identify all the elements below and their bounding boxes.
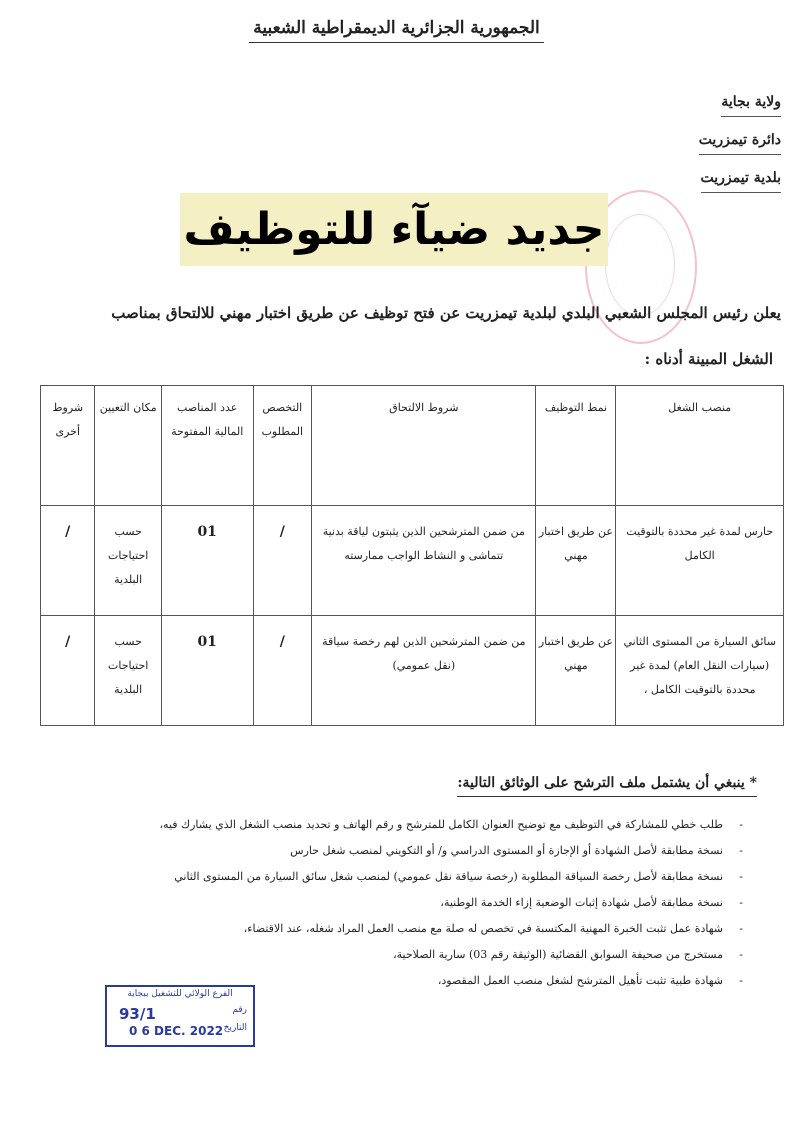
cell-count: 01	[161, 616, 253, 726]
stamp-date-value: 0 6 DEC. 2022	[129, 1024, 224, 1038]
cell-mode: عن طريق اختبار مهني	[536, 616, 616, 726]
cell-specialty: /	[253, 616, 312, 726]
stamp-date-label: التاريخ	[223, 1023, 247, 1033]
announcement-intro	[41, 290, 781, 382]
cell-post: سائق السيارة من المستوى الثاني (سيارات النقل العام) لمدة غير محددة بالتوقيت الكامل ،	[616, 616, 784, 726]
admin-block	[581, 92, 781, 206]
daira-line: دائرة تيمزريت	[581, 130, 781, 168]
list-item: - نسخة مطابقة لأصل رخصة السياقة المطلوبة (رخصة سياقة نقل عمومي) لمنصب شغل سائق السيارة من المستوى الثاني	[103, 864, 723, 890]
commune-line: بلدية تيمزريت	[581, 168, 781, 206]
cell-location: حسب احتياجات البلدية	[95, 616, 161, 726]
jobs-table	[40, 385, 784, 726]
table-row	[41, 506, 784, 616]
documents-list	[103, 812, 723, 994]
list-item: - شهادة عمل تثبت الخبرة المهنية المكتسبة في تخصص له صلة مع منصب العمل المراد شغله، عند الاقتضاء،	[103, 916, 723, 942]
cell-conditions: من ضمن المترشحين الذين لهم رخصة سياقة (نقل عمومي)	[312, 616, 536, 726]
cell-mode: عن طريق اختبار مهني	[536, 506, 616, 616]
header-location: مكان التعيين	[95, 386, 161, 506]
cell-conditions: من ضمن المترشحين الذين يثبتون لياقة بدنية تتماشى و النشاط الواجب ممارسته	[312, 506, 536, 616]
intro-line-2: الشغل المبينة أدناه :	[644, 350, 773, 368]
cell-post: حارس لمدة غير محددة بالتوقيت الكامل	[616, 506, 784, 616]
table-header-row	[41, 386, 784, 506]
cell-other: /	[41, 616, 95, 726]
intro-line-1: يعلن رئيس المجلس الشعبي البلدي لبلدية تيمزريت عن فتح توظيف عن طريق اختبار مهني للالتحاق بمناصب	[111, 304, 781, 322]
header-count: عدد المناصب المالية المفتوحة	[161, 386, 253, 506]
recruitment-banner: جديد ضيآء للتوظيف	[180, 193, 608, 266]
cell-count: 01	[161, 506, 253, 616]
list-item: - مستخرج من صحيفة السوابق القضائية (الوثيقة رقم 03) سارية الصلاحية،	[103, 942, 723, 968]
documents-title: * ينبغي أن يشتمل ملف الترشح على الوثائق التالية:	[457, 775, 757, 791]
header-specialty: التخصص المطلوب	[253, 386, 312, 506]
table-row	[41, 616, 784, 726]
list-item: - طلب خطي للمشاركة في التوظيف مع توضيح العنوان الكامل للمترشح و رقم الهاتف و تحديد منصب الشغل الذي يشارك فيه،	[103, 812, 723, 838]
header-mode: نمط التوظيف	[536, 386, 616, 506]
cell-specialty: /	[253, 506, 312, 616]
list-item: - نسخة مطابقة لأصل الشهادة أو الإجازة أو المستوى الدراسي و/ أو التكويني لمنصب شغل حارس	[103, 838, 723, 864]
stamp-header: الفرع الولائي للتشغيل ببجاية	[127, 989, 233, 999]
list-item: - نسخة مطابقة لأصل شهادة إثبات الوضعية إزاء الخدمة الوطنية،	[103, 890, 723, 916]
registration-stamp	[105, 985, 255, 1047]
stamp-number-value: 93/1	[119, 1005, 156, 1023]
cell-location: حسب احتياجات البلدية	[95, 506, 161, 616]
header-other: شروط أخرى	[41, 386, 95, 506]
cell-other: /	[41, 506, 95, 616]
header-post: منصب الشغل	[616, 386, 784, 506]
list-item: - شهادة طبية تثبت تأهيل المترشح لشغل منصب العمل المقصود،	[103, 968, 723, 994]
republic-heading: الجمهورية الجزائرية الديمقراطية الشعبية	[0, 18, 793, 38]
wilaya-line: ولاية بجاية	[581, 92, 781, 130]
header-conditions: شروط الالتحاق	[312, 386, 536, 506]
stamp-number-label: رقم	[232, 1005, 247, 1015]
